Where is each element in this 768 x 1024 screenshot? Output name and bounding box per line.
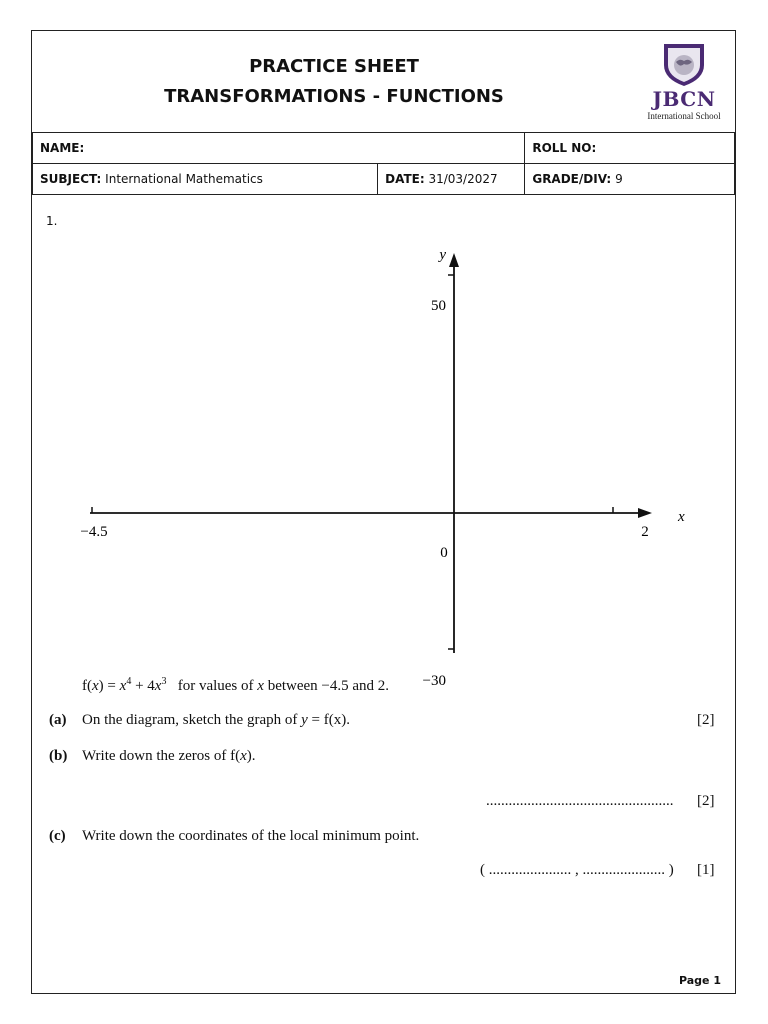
part-b-answer-line[interactable]: .................................................. (486, 793, 674, 809)
date-label: DATE: (385, 172, 425, 186)
origin-label: 0 (440, 545, 448, 561)
logo-name: JBCN (652, 87, 716, 111)
part-a-label: (a) (49, 712, 67, 728)
x-axis-arrow-icon (638, 508, 652, 518)
x-max-tick-label: 2 (641, 524, 649, 540)
roll-cell[interactable] (525, 133, 735, 164)
grade-cell (525, 164, 735, 195)
name-label: NAME: (40, 141, 85, 155)
subject-value: International Mathematics (105, 172, 263, 186)
part-b-marks: [2] (697, 793, 715, 809)
part-b-label: (b) (49, 748, 68, 764)
subject-label: SUBJECT: (40, 172, 102, 186)
y-max-tick-label: 50 (431, 298, 446, 314)
date-value: 31/03/2027 (428, 172, 498, 186)
grade-label: GRADE/DIV: (532, 172, 612, 186)
part-b-text: Write down the zeros of f(x). (82, 748, 256, 764)
roll-label: ROLL NO: (532, 141, 597, 155)
crest-icon (636, 41, 732, 87)
part-a-text: On the diagram, sketch the graph of y = f(x). (82, 712, 350, 728)
question-number: 1. (46, 214, 58, 228)
sheet-subtitle: TRANSFORMATIONS - FUNCTIONS (164, 86, 504, 107)
logo-subtitle: International School (647, 111, 721, 121)
x-axis-label: x (678, 509, 685, 525)
part-c-label: (c) (49, 828, 66, 844)
y-min-tick-label: −30 (422, 673, 446, 689)
part-a-marks: [2] (697, 712, 715, 728)
y-axis-arrow-icon (449, 253, 459, 267)
part-c-answer-line[interactable]: ( ...................... , ...................... ) (480, 862, 674, 878)
name-cell[interactable] (33, 133, 525, 164)
part-c-marks: [1] (697, 862, 715, 878)
subject-cell (33, 164, 378, 195)
y-axis-label: y (439, 247, 446, 263)
x-min-tick-label: −4.5 (80, 524, 108, 540)
student-info-table (32, 132, 735, 195)
page-number: Page 1 (678, 974, 721, 987)
sheet-title: PRACTICE SHEET (249, 56, 419, 77)
date-cell (378, 164, 525, 195)
grade-value: 9 (615, 172, 623, 186)
school-logo (636, 41, 732, 127)
part-c-text: Write down the coordinates of the local minimum point. (82, 828, 420, 844)
worksheet (31, 30, 736, 994)
header (32, 31, 735, 132)
function-definition: $f(x) = x^4 + 4x^3$ for values of x between −4.5 and 2. (82, 676, 390, 694)
